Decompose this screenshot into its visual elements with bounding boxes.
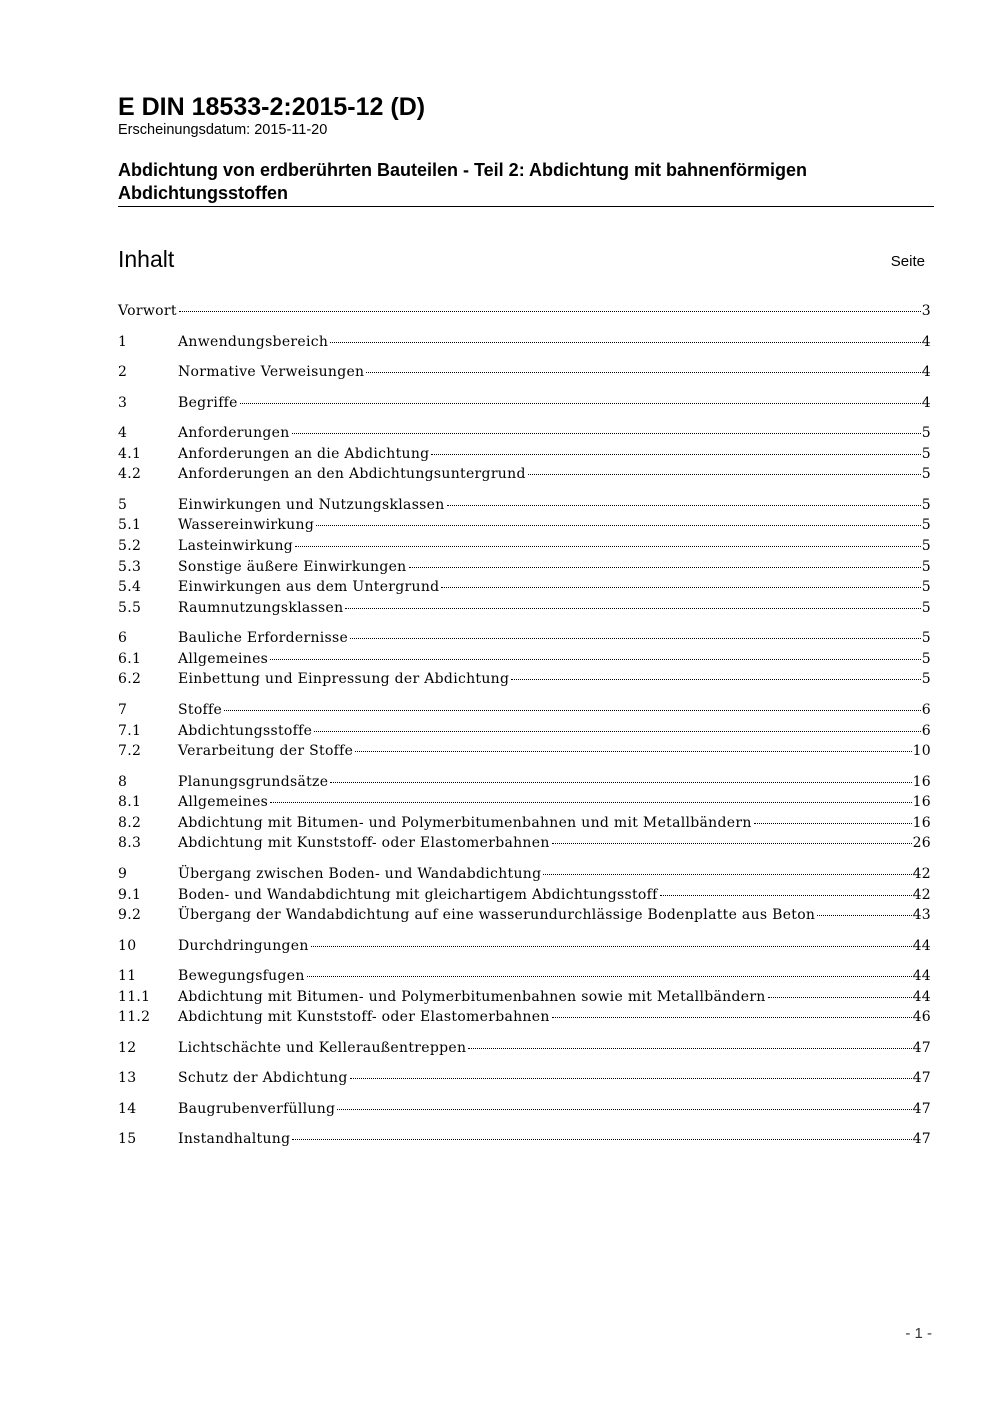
toc-entry-title: Allgemeines — [178, 794, 269, 811]
toc-entry-number: 2 — [118, 364, 128, 380]
toc-entry-page: 16 — [912, 773, 931, 790]
dot-leader — [270, 658, 921, 660]
toc-entry-title: Anwendungsbereich — [178, 333, 329, 350]
toc-entry-title: Allgemeines — [178, 650, 269, 667]
dot-leader — [409, 566, 921, 568]
dot-leader — [768, 996, 912, 998]
toc-entry-number: 8.1 — [118, 794, 142, 811]
toc-entry[interactable] — [118, 362, 931, 383]
toc-entry-number: 3 — [118, 394, 128, 411]
toc-entry[interactable] — [118, 700, 931, 721]
toc-entry-page: 47 — [912, 1100, 931, 1117]
dot-leader — [330, 341, 921, 343]
toc-entry[interactable] — [118, 1099, 931, 1120]
toc-entry-page: 47 — [912, 1070, 931, 1087]
dot-leader — [660, 894, 912, 896]
toc-entry-number: 5.5 — [118, 599, 142, 616]
dot-leader — [552, 842, 912, 844]
dot-leader — [355, 750, 911, 752]
toc-entry-page: 6 — [921, 722, 931, 739]
toc-entry-title: Abdichtung mit Bitumen- und Polymerbitumenbahnen und mit Metallbändern — [178, 814, 752, 831]
toc-entry[interactable] — [118, 669, 931, 690]
dot-leader — [468, 1047, 911, 1049]
toc-entry-title: Einbettung und Einpressung der Abdichtung — [178, 671, 510, 688]
toc-entry[interactable] — [118, 301, 931, 322]
page-number: - 1 - — [905, 1325, 932, 1342]
toc-entry[interactable] — [118, 577, 931, 598]
toc-entry-number: 1 — [118, 333, 128, 350]
toc-entry-title: Begriffe — [178, 394, 238, 411]
toc-entry-title: Übergang zwischen Boden- und Wandabdichtung — [178, 865, 542, 882]
toc-entry-number: 5.3 — [118, 558, 142, 575]
toc-entry-page: 5 — [921, 599, 931, 616]
toc-entry[interactable] — [118, 864, 931, 885]
toc-entry-page: 5 — [921, 445, 931, 462]
toc-entry-page: 4 — [921, 364, 931, 380]
toc-entry-number: 8 — [118, 773, 128, 790]
dot-leader — [311, 945, 912, 947]
toc-entry-page: 5 — [921, 425, 931, 441]
toc-entry-page: 5 — [921, 671, 931, 688]
toc-heading: Inhalt — [118, 246, 175, 272]
toc-entry-number: 10 — [118, 937, 137, 954]
toc-entry-page: 43 — [912, 907, 931, 924]
toc-entry[interactable] — [118, 598, 931, 619]
toc-entry[interactable] — [118, 885, 931, 906]
toc-entry-page: 5 — [921, 496, 931, 513]
title-divider — [118, 206, 934, 207]
toc-entry-number: 11.2 — [118, 1009, 151, 1026]
toc-entry[interactable] — [118, 423, 931, 444]
toc-entry-title: Abdichtung mit Bitumen- und Polymerbitumenbahnen sowie mit Metallbändern — [178, 988, 766, 1005]
toc-entry-title: Wassereinwirkung — [178, 517, 315, 534]
toc-entry-page: 44 — [912, 937, 931, 954]
toc-entry-number: 15 — [118, 1131, 137, 1148]
dot-leader — [447, 504, 921, 506]
toc-entry-number: 5.2 — [118, 537, 142, 554]
toc-entry[interactable] — [118, 905, 931, 926]
toc-entry-number: 4 — [118, 425, 128, 441]
dot-leader — [350, 1077, 912, 1079]
toc-entry[interactable] — [118, 649, 931, 670]
dot-leader — [292, 1138, 911, 1140]
toc-entry-number: 9.1 — [118, 886, 142, 903]
dot-leader — [240, 402, 921, 404]
toc-entry-title: Bewegungsfugen — [178, 968, 305, 985]
toc-entry-number: 12 — [118, 1039, 137, 1056]
dot-leader — [345, 607, 920, 609]
toc-entry-page: 44 — [912, 988, 931, 1005]
toc-entry-title: Verarbeitung der Stoffe — [178, 743, 354, 760]
toc-entry-title: Normative Verweisungen — [178, 364, 365, 380]
toc-entry-number: 5.4 — [118, 579, 142, 596]
toc-entry-title: Übergang der Wandabdichtung auf eine wasserundurchlässige Bodenplatte aus Beton — [178, 907, 816, 924]
dot-leader — [295, 545, 921, 547]
toc-entry-title: Instandhaltung — [178, 1131, 291, 1148]
toc-entry-number: 7 — [118, 701, 128, 718]
toc-entry[interactable] — [118, 1038, 931, 1059]
toc-entry-title: Einwirkungen und Nutzungsklassen — [178, 496, 445, 513]
toc-entry-number: 13 — [118, 1070, 137, 1087]
toc-page-column-heading: Seite — [890, 253, 925, 270]
toc-entry-page: 16 — [912, 794, 931, 811]
toc-entry-page: 6 — [921, 701, 931, 718]
toc-entry[interactable] — [118, 1068, 931, 1089]
toc-entry[interactable] — [118, 966, 931, 987]
dot-leader — [552, 1016, 912, 1018]
toc-entry-number: 9.2 — [118, 907, 142, 924]
toc-entry[interactable] — [118, 792, 931, 813]
dot-leader — [337, 1108, 911, 1110]
dot-leader — [179, 310, 921, 312]
toc-entry-title: Abdichtungsstoffe — [178, 722, 313, 739]
toc-entry-title: Abdichtung mit Kunststoff- oder Elastomerbahnen — [178, 1009, 550, 1026]
dot-leader — [314, 730, 921, 732]
toc-entry-title: Anforderungen an den Abdichtungsuntergrund — [178, 466, 526, 483]
toc-entry-title: Anforderungen an die Abdichtung — [178, 445, 430, 462]
toc-entry-title: Sonstige äußere Einwirkungen — [178, 558, 407, 575]
toc-entry-page: 16 — [912, 814, 931, 831]
toc-entry-number: 5.1 — [118, 517, 142, 534]
toc-entry[interactable] — [118, 495, 931, 516]
toc-entry-number: 6.1 — [118, 650, 142, 667]
toc-entry-number: 8.3 — [118, 835, 142, 852]
toc-entry-title: Planungsgrundsätze — [178, 773, 329, 790]
toc-entry-number: 6 — [118, 630, 128, 647]
toc-entry-number: 7.1 — [118, 722, 142, 739]
toc-entry-page: 5 — [921, 537, 931, 554]
toc-entry-title: Raumnutzungsklassen — [178, 599, 344, 616]
toc-entry-page: 3 — [921, 303, 931, 319]
dot-leader — [431, 453, 920, 455]
toc-entry-title: Abdichtung mit Kunststoff- oder Elastomerbahnen — [178, 835, 550, 852]
toc-entry-page: 4 — [921, 333, 931, 350]
toc-entry-title: Einwirkungen aus dem Untergrund — [178, 579, 440, 596]
toc-entry[interactable] — [118, 772, 931, 793]
dot-leader — [528, 473, 921, 475]
toc-entry-page: 5 — [921, 579, 931, 596]
toc-entry-number: 11.1 — [118, 988, 151, 1005]
toc-entry-number: 14 — [118, 1100, 137, 1117]
toc-entry-title: Bauliche Erfordernisse — [178, 630, 349, 647]
dot-leader — [441, 586, 920, 588]
toc-entry[interactable] — [118, 1007, 931, 1028]
toc-entry-page: 47 — [912, 1039, 931, 1056]
toc-entry[interactable] — [118, 741, 931, 762]
toc-entry[interactable] — [118, 833, 931, 854]
dot-leader — [292, 432, 921, 434]
dot-leader — [316, 524, 921, 526]
toc-entry[interactable] — [118, 393, 931, 414]
dot-leader — [350, 637, 921, 639]
dot-leader — [543, 873, 911, 875]
dot-leader — [366, 371, 920, 373]
toc-entry-page: 5 — [921, 517, 931, 534]
toc-entry-title: Lasteinwirkung — [178, 537, 294, 554]
toc-entry[interactable] — [118, 557, 931, 578]
toc-entry-title: Baugrubenverfüllung — [178, 1100, 336, 1117]
toc-entry-title: Schutz der Abdichtung — [178, 1070, 348, 1087]
toc-entry-title: Vorwort — [118, 303, 177, 319]
toc-entry-page: 5 — [921, 630, 931, 647]
toc-entry[interactable] — [118, 813, 931, 834]
dot-leader — [511, 678, 921, 680]
toc-entry-title: Stoffe — [178, 701, 223, 718]
toc-entry[interactable] — [118, 515, 931, 536]
toc-entry-page: 26 — [912, 835, 931, 852]
toc-entry-page: 10 — [912, 743, 931, 760]
toc-entry-page: 5 — [921, 558, 931, 575]
toc-entry-number: 9 — [118, 865, 128, 882]
toc-entry-number: 4.1 — [118, 445, 142, 462]
document-id: E DIN 18533-2:2015-12 (D) — [118, 93, 426, 121]
release-date: Erscheinungsdatum: 2015-11-20 — [118, 122, 328, 138]
toc-entry-title: Durchdringungen — [178, 937, 309, 954]
toc-entry-page: 5 — [921, 466, 931, 483]
dot-leader — [224, 709, 921, 711]
toc-entry-page: 47 — [912, 1131, 931, 1148]
toc-entry-number: 11 — [118, 968, 137, 985]
toc-entry-number: 7.2 — [118, 743, 142, 760]
toc-entry-page: 42 — [912, 865, 931, 882]
toc-entry-title: Lichtschächte und Kelleraußentreppen — [178, 1039, 467, 1056]
dot-leader — [307, 975, 912, 977]
toc-entry-number: 6.2 — [118, 671, 142, 688]
toc-entry-page: 46 — [912, 1009, 931, 1026]
toc-entry[interactable] — [118, 536, 931, 557]
toc-entry[interactable] — [118, 444, 931, 465]
toc-entry[interactable] — [118, 332, 931, 353]
toc-entry-number: 8.2 — [118, 814, 142, 831]
toc-entry-page: 44 — [912, 968, 931, 985]
toc-entry[interactable] — [118, 1129, 931, 1150]
toc-entry[interactable] — [118, 628, 931, 649]
toc-entry[interactable] — [118, 936, 931, 957]
dot-leader — [330, 781, 911, 783]
toc-entry[interactable] — [118, 987, 931, 1008]
toc-entry-page: 5 — [921, 650, 931, 667]
toc-entry-number: 5 — [118, 496, 128, 513]
toc-entry-page: 42 — [912, 886, 931, 903]
dot-leader — [754, 822, 912, 824]
toc-entry[interactable] — [118, 721, 931, 742]
dot-leader — [817, 914, 911, 916]
toc-entry-title: Anforderungen — [178, 425, 290, 441]
dot-leader — [270, 801, 911, 803]
toc-entry-page: 4 — [921, 394, 931, 411]
document-title: Abdichtung von erdberührten Bauteilen - Teil 2: Abdichtung mit bahnenförmigen Abdichtungsstoffen — [118, 160, 808, 203]
toc-entry-number: 4.2 — [118, 466, 142, 483]
toc-entry-title: Boden- und Wandabdichtung mit gleichartigem Abdichtungsstoff — [178, 886, 658, 903]
toc-entry[interactable] — [118, 464, 931, 485]
